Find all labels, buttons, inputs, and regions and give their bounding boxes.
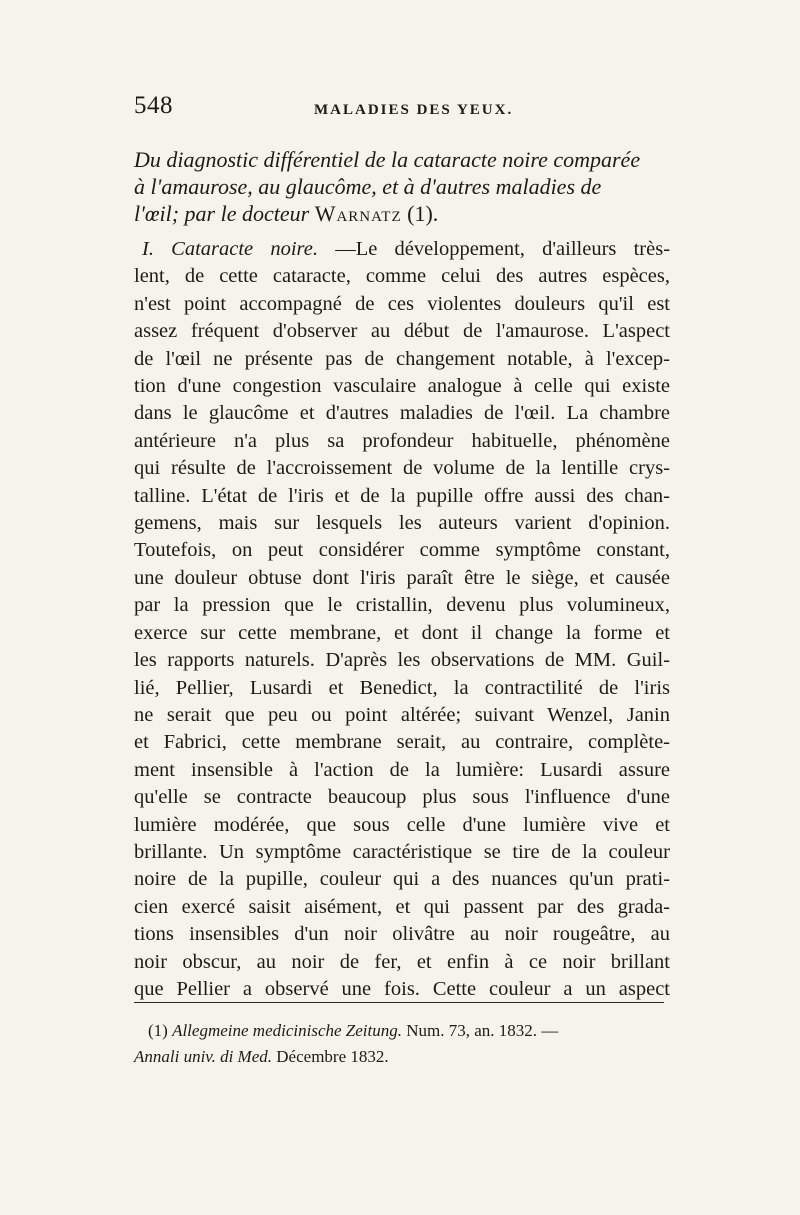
- footnote-detail-1: Num. 73, an. 1832. —: [406, 1021, 559, 1040]
- running-head: MALADIES DES YEUX.: [314, 102, 514, 118]
- text-line-content: —Le développement, d'ailleurs très-: [335, 238, 671, 260]
- text-line: lumière modérée, que sous celle d'une lumière vive et: [134, 813, 670, 836]
- text-line: qu'elle se contracte beaucoup plus sous l'influence d'une: [134, 786, 670, 809]
- text-line: les rapports naturels. D'après les observations de MM. Guil-: [134, 649, 670, 672]
- footnote-source-1: Allegmeine medicinische Zeitung.: [172, 1021, 402, 1040]
- text-line: n'est point accompagné de ces violentes douleurs qu'il est: [134, 292, 670, 315]
- footnote-divider: [134, 1002, 664, 1003]
- text-line: antérieure n'a plus sa profondeur habituelle, phénomène: [134, 429, 670, 452]
- article-title: [134, 146, 674, 227]
- title-line-3: [134, 200, 674, 227]
- text-line: dans le glaucôme et d'autres maladies de l'œil. La chambre: [134, 402, 670, 425]
- text-line: brillante. Un symptôme caractéristique se tire de la couleur: [134, 840, 670, 863]
- title-line-1: Du diagnostic différentiel de la cataracte noire comparée: [134, 147, 641, 172]
- footnotes: [134, 1018, 670, 1070]
- title-line-2: à l'amaurose, au glaucôme, et à d'autres maladies de: [134, 174, 602, 199]
- text-line: exerce sur cette membrane, et dont il change la forme et: [134, 621, 670, 644]
- text-line: que Pellier a observé une fois. Cette couleur a un aspect: [134, 977, 670, 1000]
- text-line: cien exercé saisit aisément, et qui passent par des grada-: [134, 895, 670, 918]
- text-line: ne serait que peu ou point altérée; suivant Wenzel, Janin: [134, 703, 670, 726]
- text-line: une douleur obtuse dont l'iris paraît être le siège, et causée: [134, 566, 670, 589]
- text-line: tion d'une congestion vasculaire analogue à celle qui existe: [134, 375, 670, 398]
- text-line: gemens, mais sur lesquels les auteurs varient d'opinion.: [134, 512, 670, 535]
- footnote-reference: (1).: [407, 201, 439, 226]
- text-line: tions insensibles d'un noir olivâtre au noir rougeâtre, au: [134, 923, 670, 946]
- text-line: par la pression que le cristallin, devenu plus volumineux,: [134, 594, 670, 617]
- text-line: lent, de cette cataracte, comme celui des autres espèces,: [134, 265, 670, 288]
- section-lead: I. Cataracte noire.: [142, 238, 318, 260]
- text-line: de l'œil ne présente pas de changement notable, à l'excep-: [134, 347, 670, 370]
- text-line: qui résulte de l'accroissement de volume de la lentille crys-: [134, 457, 670, 480]
- text-line: [134, 236, 670, 263]
- text-line: ment insensible à l'action de la lumière: Lusardi assure: [134, 758, 670, 781]
- text-line: Toutefois, on peut considérer comme symptôme constant,: [134, 539, 670, 562]
- footnote-line-1: [134, 1018, 670, 1044]
- footnote-detail-2: Décembre 1832.: [276, 1047, 389, 1066]
- text-line: assez fréquent d'observer au début de l'amaurose. L'aspect: [134, 320, 670, 343]
- body-text: [134, 236, 670, 1003]
- text-line: talline. L'état de l'iris et de la pupille offre aussi des chan-: [134, 484, 670, 507]
- author-name: Warnatz: [314, 201, 402, 226]
- footnote-marker: (1): [148, 1021, 168, 1040]
- page-header: [134, 92, 674, 128]
- page-number: 548: [134, 92, 173, 119]
- text-line: lié, Pellier, Lusardi et Benedict, la contractilité de l'iris: [134, 676, 670, 699]
- footnote-line-2: [134, 1044, 670, 1070]
- text-line: et Fabrici, cette membrane serait, au contraire, complète-: [134, 731, 670, 754]
- text-line: noire de la pupille, couleur qui a des nuances qu'un prati-: [134, 868, 670, 891]
- title-line-3-prefix: l'œil; par le docteur: [134, 201, 310, 226]
- text-line: noir obscur, au noir de fer, et enfin à ce noir brillant: [134, 950, 670, 973]
- footnote-source-2: Annali univ. di Med.: [134, 1047, 273, 1066]
